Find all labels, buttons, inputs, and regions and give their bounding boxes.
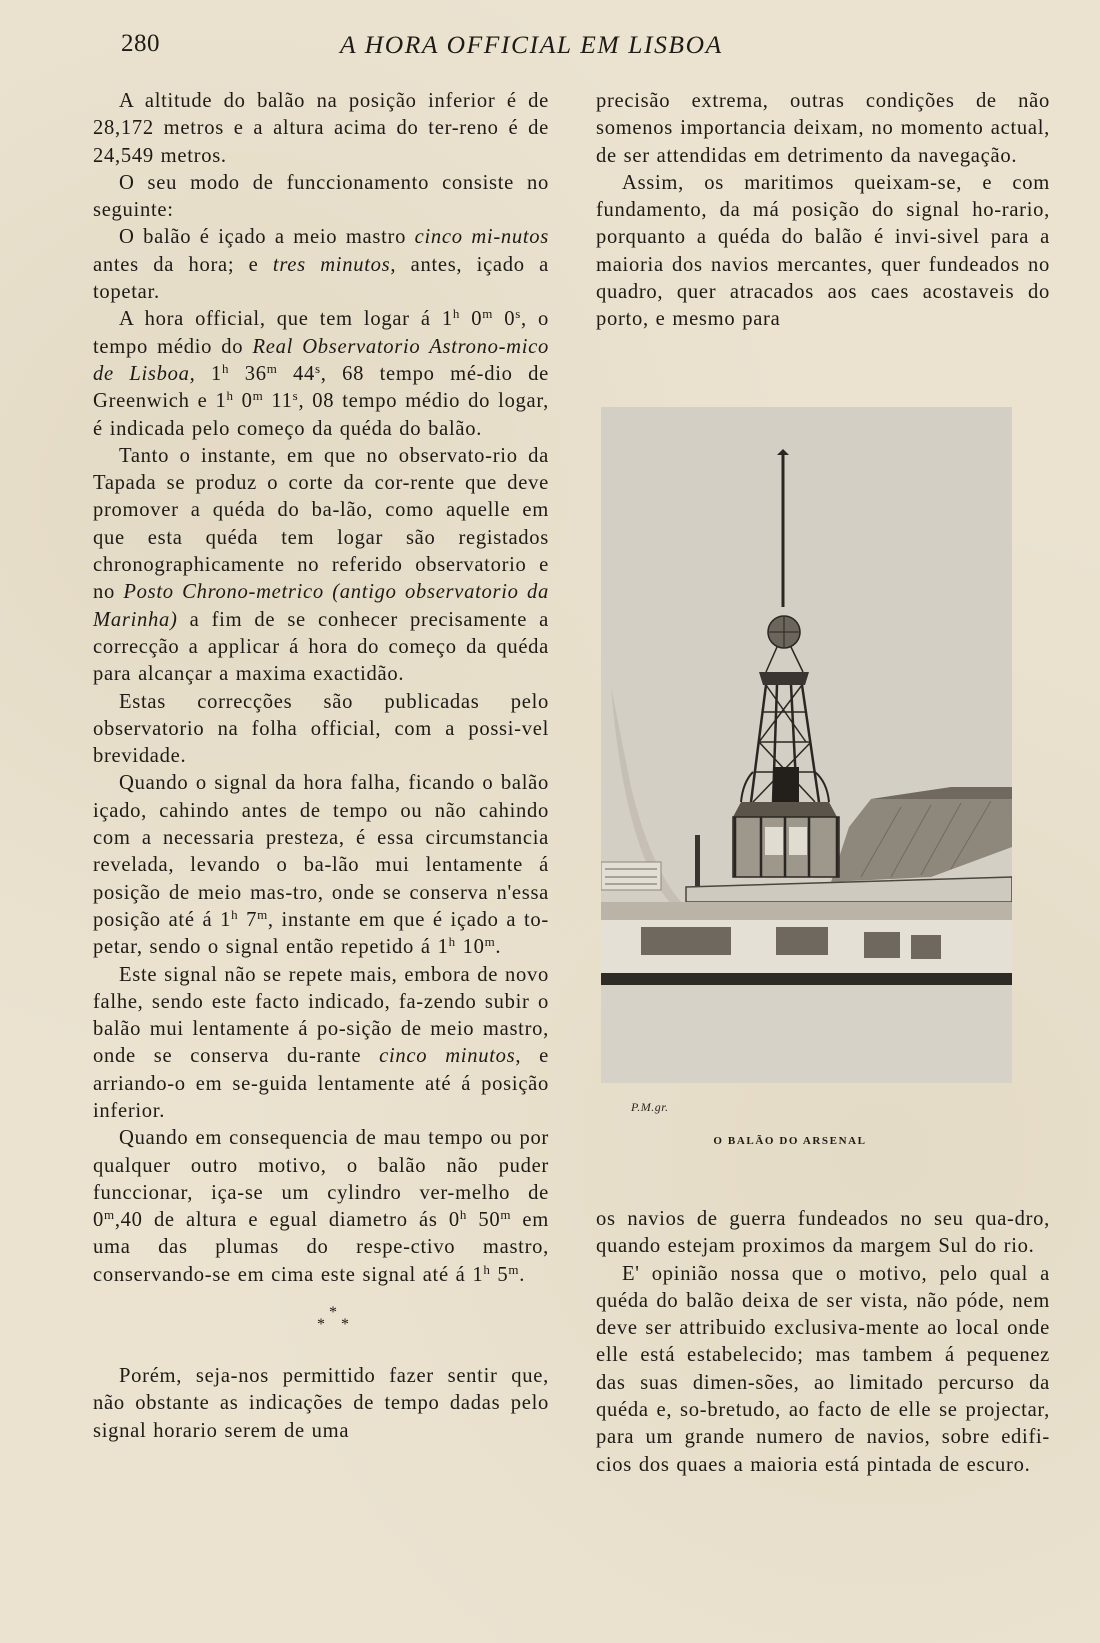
asterism-divider xyxy=(93,1289,549,1355)
asterisk-left: * xyxy=(317,1316,326,1334)
paragraph-signal-failure xyxy=(93,770,549,961)
text-run: 10 xyxy=(455,936,485,959)
text-run: 0 xyxy=(460,308,483,331)
text-run: 36 xyxy=(229,362,267,385)
text-run: , 68 tempo mé-dio de Greenwich e 1 xyxy=(93,362,549,413)
paragraph-bad-weather xyxy=(93,1125,549,1289)
text-run: A hora official, que tem logar á 1 xyxy=(119,308,453,331)
superscript: m xyxy=(104,1207,115,1223)
paragraph-altitude: A altitude do balão na posição inferior é de 28,172 metros e a altura acima do ter-reno é de 24,549 metros. xyxy=(93,90,549,167)
text-run: , antes, içado a topetar. xyxy=(93,253,549,304)
paragraph-mariners-complaint: Assim, os maritimos queixam-se, e com fundamento, da má posição do signal ho-rario, porquanto a quéda do balão é invi-sivel para a maioria dos navios mercantes, quer fundeados no quadro, quer atracados aos caes acostaveis do porto, e mesmo para xyxy=(596,171,1050,331)
text-run: Quando em consequencia de mau tempo ou por qualquer outro motivo, o balão não puder funccionar, iça-se um cylindro ver-melho de 0 xyxy=(93,1127,549,1232)
superscript: m xyxy=(482,306,494,322)
paragraph-hoisting xyxy=(93,224,549,306)
superscript: h xyxy=(226,388,234,404)
italic-run: tres minutos xyxy=(272,253,391,276)
superscript: h xyxy=(231,906,239,922)
text-run: 44 xyxy=(277,362,316,385)
superscript: h xyxy=(459,1207,468,1223)
superscript: m xyxy=(252,388,264,404)
paragraph-however: Porém, seja-nos permittido fazer sentir que, não obstante as indicações de tempo dadas pelo signal horario serem de uma xyxy=(93,1365,549,1442)
italic-run: cinco mi-nutos xyxy=(414,226,549,249)
superscript: s xyxy=(515,306,521,322)
superscript: m xyxy=(266,360,278,376)
paragraph-operation-intro: O seu modo de funccionamento consiste no seguinte: xyxy=(93,171,549,222)
superscript: s xyxy=(315,360,321,376)
superscript: m xyxy=(257,906,268,922)
text-run: em uma das plumas do respe-ctivo mastro, conservando-se em cima este signal até á 1 xyxy=(93,1209,549,1286)
photo-time-ball-tower xyxy=(601,407,1012,1083)
paragraph-precision: precisão extrema, outras condições de não somenos importancia deixam, no momento actual, de ser attendidas em detrimento da navegação. xyxy=(596,90,1050,167)
running-title: A HORA OFFICIAL EM LISBOA xyxy=(340,30,723,59)
paragraph-corrections: Estas correcções são publicadas pelo observatorio na folha official, com a possi-vel brevidade. xyxy=(93,690,549,768)
text-run: , instante em que é içado a to-petar, sendo o signal então repetido á 1 xyxy=(93,908,549,959)
text-run: , 08 tempo médio do logar, é indicada pelo começo da quéda do balão. xyxy=(93,390,549,440)
superscript: m xyxy=(484,934,496,950)
text-run: 0 xyxy=(493,308,516,331)
right-column-bottom xyxy=(596,1206,1050,1479)
text-run: ,40 de altura e egual diametro ás 0 xyxy=(114,1209,460,1232)
spacer xyxy=(93,1355,549,1363)
engraver-signature: P.M.gr. xyxy=(631,1100,669,1114)
paragraph-official-time xyxy=(93,306,549,442)
left-column xyxy=(93,88,549,1445)
text-run: 50 xyxy=(467,1209,501,1232)
superscript: h xyxy=(452,306,461,322)
superscript: h xyxy=(483,1261,491,1277)
text-run: , e arriando-o em se-guida lentamente até á posição inferior. xyxy=(93,1045,549,1122)
asterisk-top: * xyxy=(329,1304,338,1322)
text-run: , o tempo médio do xyxy=(93,308,549,358)
right-column-top xyxy=(596,88,1050,334)
superscript: s xyxy=(292,388,299,404)
text-run: Este signal não se repete mais, embora de novo falhe, sendo este facto indicado, fa-zendo subir o balão mui lentamente á po-sição de meio mastro, onde se conserva du-rante xyxy=(93,963,549,1068)
text-run: a fim de se conhecer precisamente a correcção a applicar á hora do começo da quéda para alcançar a maxima exactidão. xyxy=(93,608,549,686)
text-run: 5 xyxy=(490,1263,509,1286)
text-run: . xyxy=(495,936,502,959)
text-run: 0 xyxy=(233,390,253,413)
text-run: Tanto o instante, em que no observato-rio da Tapada se produz o corte da cor-rente que deve promover a quéda do ba-lão, como aquelle em que esta quéda tem logar são registados chronographicamente no referido observatorio e no xyxy=(93,444,549,604)
page-number: 280 xyxy=(121,30,160,57)
text-run: 7 xyxy=(238,908,258,931)
superscript: m xyxy=(500,1207,512,1223)
italic-run: cinco minutos xyxy=(379,1045,516,1068)
text-run: Quando o signal da hora falha, ficando o balão içado, cahindo antes de tempo ou não cahindo com a necessaria presteza, é essa circumstancia revelada, levando o ba-lão mui lentamente á posição de meio mas-tro, onde se conserva n'essa posição até á 1 xyxy=(93,772,549,931)
text-run: O balão é içado a meio mastro xyxy=(119,226,415,249)
asterisk-right: * xyxy=(341,1316,350,1334)
text-run: . xyxy=(519,1263,526,1286)
superscript: m xyxy=(508,1261,520,1277)
italic-run: Posto Chrono-metrico (antigo observatorio da Marinha) xyxy=(93,581,549,631)
superscript: h xyxy=(222,360,230,376)
italic-run: Real Observatorio Astrono-mico de Lisboa, xyxy=(93,335,549,385)
paragraph-war-ships: os navios de guerra fundeados no seu qua-dro, quando estejam proximos da margem Sul do rio. xyxy=(596,1208,1050,1258)
figure-caption: O BALÃO DO ARSENAL xyxy=(713,1135,867,1147)
text-run: antes da hora; e xyxy=(93,253,273,276)
text-run: 11 xyxy=(263,390,293,413)
paragraph-opinion: E' opinião nossa que o motivo, pelo qual a quéda do balão deixa de ser vista, não póde, nem deve ser attribuido exclusiva-mente ao local onde elle está estabelecido; mas tambem á pequenez das suas dimen-sões, ao limitado percurso da quéda e, so-bretudo, ao facto de elle se projectar, para um grande numero de navios, sobre edifi-cios dos quaes a maioria está pintada de escuro. xyxy=(596,1262,1050,1476)
paragraph-no-repeat xyxy=(93,962,549,1126)
paragraph-chronograph xyxy=(93,443,549,689)
time-ball-tower-illustration xyxy=(601,407,1012,1083)
text-run: 1 xyxy=(195,362,222,385)
superscript: h xyxy=(448,934,456,950)
